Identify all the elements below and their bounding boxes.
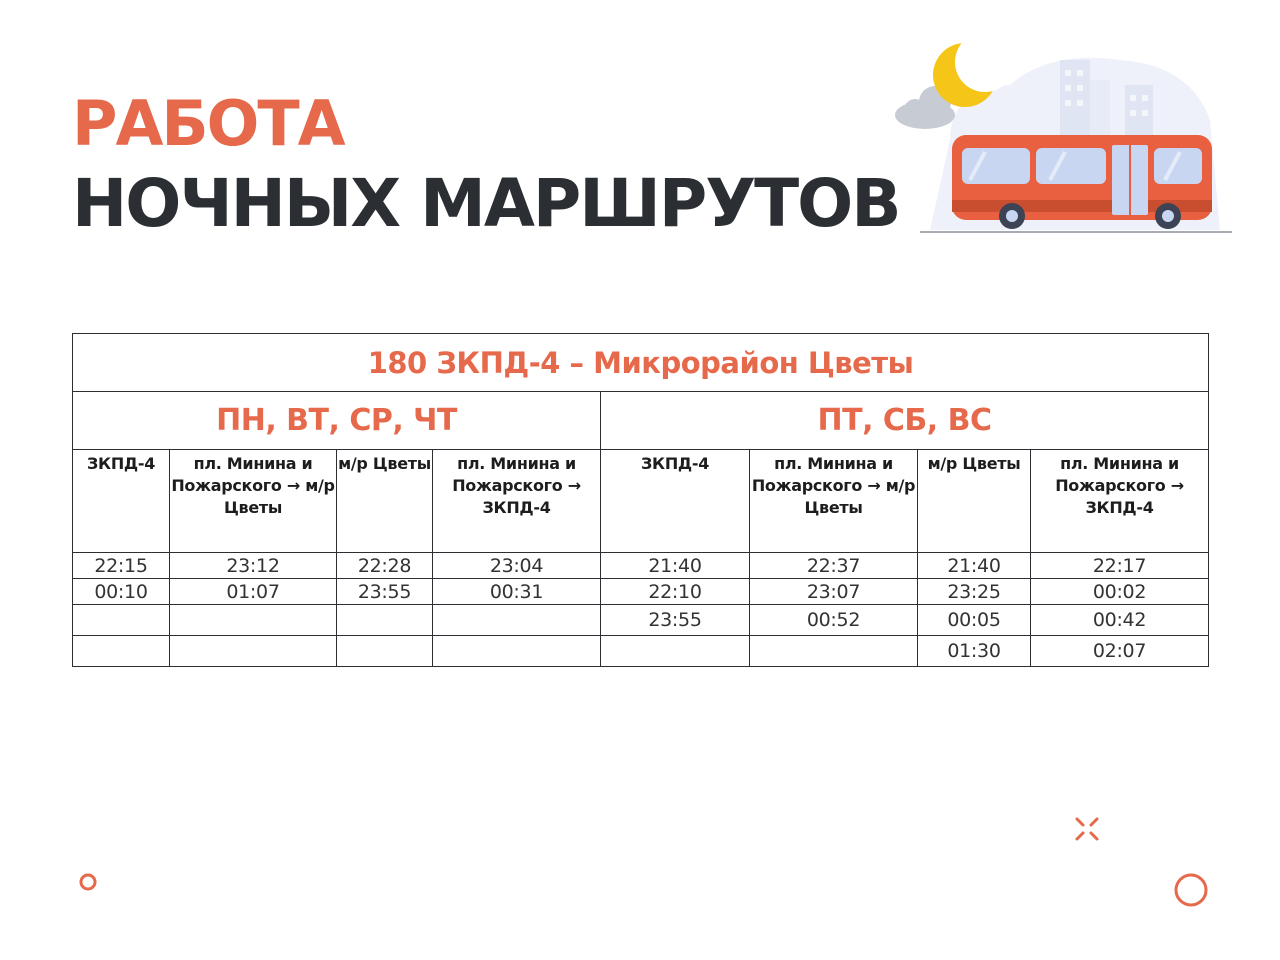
weekend-header: ПТ, СБ, ВС [601,392,1209,450]
weekday-header: ПН, ВТ, СР, ЧТ [73,392,601,450]
time-cell [73,605,170,636]
time-cell: 23:07 [750,579,918,605]
cross-decoration-icon [1073,815,1101,843]
time-cell: 23:04 [433,553,601,579]
time-cell: 23:12 [170,553,337,579]
circle-decoration-icon [1171,870,1211,910]
time-cell: 01:07 [170,579,337,605]
time-cell [750,636,918,667]
time-cell: 00:02 [1031,579,1209,605]
time-cell: 00:10 [73,579,170,605]
column-header: пл. Минина и Пожарского → ЗКПД-4 [1031,450,1209,553]
time-cell: 22:15 [73,553,170,579]
time-cell: 00:31 [433,579,601,605]
time-cell [601,636,750,667]
time-cell: 21:40 [601,553,750,579]
night-bus-illustration [890,30,1235,240]
time-cell [73,636,170,667]
time-cell: 00:42 [1031,605,1209,636]
time-cell [337,605,433,636]
page-title-line1: РАБОТА [72,87,344,160]
time-cell: 22:10 [601,579,750,605]
column-header: м/р Цветы [918,450,1031,553]
time-cell: 22:17 [1031,553,1209,579]
table-row [73,605,1209,636]
time-cell [337,636,433,667]
time-cell: 00:52 [750,605,918,636]
time-cell [433,636,601,667]
column-header: пл. Минина и Пожарского → ЗКПД-4 [433,450,601,553]
time-cell: 01:30 [918,636,1031,667]
schedule-table [72,333,1209,667]
time-cell: 00:05 [918,605,1031,636]
column-header: м/р Цветы [337,450,433,553]
time-cell [433,605,601,636]
time-cell: 23:25 [918,579,1031,605]
time-cell: 23:55 [337,579,433,605]
time-cell: 22:28 [337,553,433,579]
route-title: 180 ЗКПД-4 – Микрорайон Цветы [73,334,1209,392]
circle-decoration-icon [78,872,98,892]
time-cell: 22:37 [750,553,918,579]
table-row [73,553,1209,579]
time-cell [170,636,337,667]
page-title-line2: НОЧНЫХ МАРШРУТОВ [72,165,900,242]
table-row [73,579,1209,605]
bus-icon [952,135,1212,229]
column-header: ЗКПД-4 [601,450,750,553]
table-row [73,636,1209,667]
time-cell: 23:55 [601,605,750,636]
column-header: пл. Минина и Пожарского → м/р Цветы [750,450,918,553]
time-cell: 02:07 [1031,636,1209,667]
column-header: ЗКПД-4 [73,450,170,553]
column-header: пл. Минина и Пожарского → м/р Цветы [170,450,337,553]
time-cell: 21:40 [918,553,1031,579]
time-cell [170,605,337,636]
